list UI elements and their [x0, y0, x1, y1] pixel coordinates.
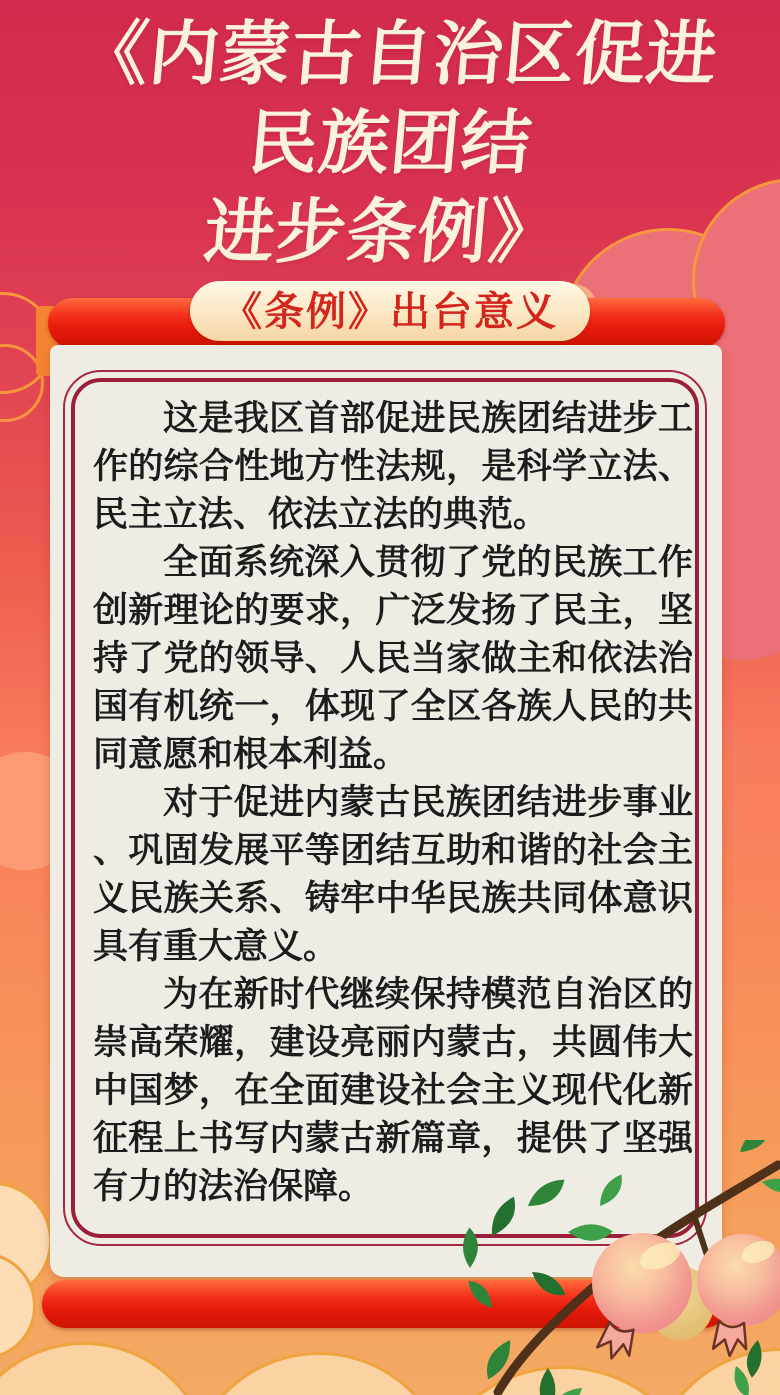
paragraph-significance-1: 这是我区首部促进民族团结进步工作的综合性地方性法规，是科学立法、民主立法、依法立法的典范。 — [93, 399, 693, 534]
section-badge-label: 《条例》出台意义 — [222, 290, 558, 334]
poster-title-line-3: 进步条例》 — [201, 193, 564, 271]
cloud-decoration-icon — [186, 1352, 452, 1395]
scroll-paper — [50, 345, 722, 1277]
paragraph-significance-3: 对于促进内蒙古民族团结进步事业、巩固发展平等团结互助和谐的社会主义民族关系、铸牢中华民族共同体意识具有重大意义。 — [93, 783, 693, 966]
scroll-body-text — [93, 395, 693, 1211]
poster-title — [0, 10, 780, 277]
cloud-decoration-icon — [0, 1342, 212, 1395]
paragraph-significance-4: 为在新时代继续保持模范自治区的崇高荣耀，建设亮丽内蒙古，共圆伟大中国梦，在全面建设社会主义现代化新征程上书写内蒙古新篇章，提供了坚强有力的法治保障。 — [93, 975, 693, 1206]
poster-title-line-1: 《内蒙古自治区促进 — [74, 15, 721, 93]
section-badge — [190, 281, 590, 341]
poster-title-line-2: 民族团结 — [244, 104, 536, 182]
calyx-icon — [713, 1321, 748, 1357]
paragraph-significance-2: 全面系统深入贯彻了党的民族工作创新理论的要求，广泛发扬了民主，坚持了党的领导、人民当家做主和依法治国有机统一，体现了全区各族人民的共同意愿和根本利益。 — [93, 543, 693, 774]
pomegranate-branch-icon — [440, 1140, 780, 1395]
